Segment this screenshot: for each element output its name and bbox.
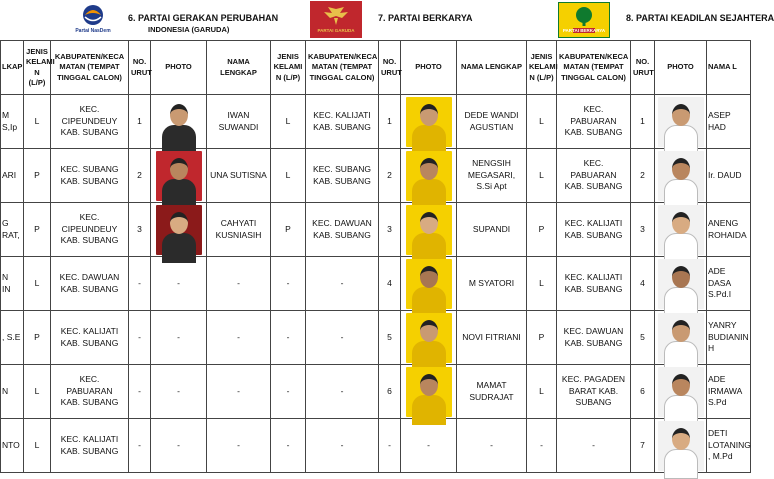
cell-no-urut <box>379 257 401 311</box>
cell-nama-lengkap-text: ASEP HAD <box>708 110 731 132</box>
col-jenis-kelamin-7: JENIS KELAMI N (L/P) <box>527 41 557 95</box>
cell-jenis-kelamin-text: L <box>34 385 40 396</box>
table-row <box>1 203 751 257</box>
cell-photo <box>401 419 457 473</box>
cell-jenis-kelamin-text: P <box>538 331 545 342</box>
cell-no-urut <box>631 149 655 203</box>
cell-jenis-kelamin <box>527 149 557 203</box>
cell-nama-lengkap <box>707 365 751 419</box>
cell-no-urut <box>631 311 655 365</box>
candidate-photo <box>406 313 452 363</box>
cell-jenis-kelamin <box>24 311 51 365</box>
cell-nama-lengkap-text: IWAN SUWANDI <box>218 110 259 132</box>
cell-no-urut <box>631 365 655 419</box>
table-header-row <box>1 41 751 95</box>
cell-photo <box>151 95 207 149</box>
cell-no-urut <box>631 419 655 473</box>
table-row <box>1 365 751 419</box>
garuda-logo <box>310 1 362 38</box>
cell-nama-lengkap-text: ADE IRMAWA S.Pd <box>708 374 743 408</box>
cell-kabupaten <box>51 311 129 365</box>
cell-photo <box>401 149 457 203</box>
cell-jenis-kelamin <box>24 419 51 473</box>
cell-no-urut-text: 2 <box>387 169 392 180</box>
cell-photo <box>655 257 707 311</box>
cell-jenis-kelamin <box>271 95 306 149</box>
cell-jenis-kelamin-text: P <box>34 331 40 342</box>
cell-nama-lengkap-text: ANENG ROHAIDA <box>708 218 747 240</box>
col-jenis-kelamin-6: JENIS KELAMI N (L/P) <box>271 41 306 95</box>
berkarya-logo <box>558 2 610 38</box>
cell-kabupaten <box>306 149 379 203</box>
table-row <box>1 95 751 149</box>
cell-jenis-kelamin-text: L <box>285 169 291 180</box>
cell-name-clipped <box>1 257 24 311</box>
cell-kabupaten <box>306 95 379 149</box>
candidate-photo <box>658 367 704 417</box>
cell-no-urut <box>379 311 401 365</box>
cell-kabupaten <box>306 257 379 311</box>
col-jenis-kelamin-5: JENIS KELAMI N (L/P) <box>24 41 51 95</box>
candidate-photo <box>406 205 452 255</box>
cell-kabupaten-text: KEC. PABUARAN KAB. SUBANG <box>564 158 623 192</box>
cell-jenis-kelamin-text: P <box>34 169 40 180</box>
cell-jenis-kelamin <box>271 203 306 257</box>
candidate-photo <box>658 421 704 471</box>
table-row <box>1 311 751 365</box>
cell-jenis-kelamin-text: P <box>538 223 545 234</box>
col-kabupaten-6: KABUPATEN/KECA MATAN (TEMPAT TINGGAL CALON) <box>306 41 379 95</box>
cell-kabupaten-text: KEC. DAWUAN KAB. SUBANG <box>312 218 372 240</box>
cell-jenis-kelamin <box>527 365 557 419</box>
candidate-photo <box>658 151 704 201</box>
cell-jenis-kelamin-text: - <box>286 439 290 450</box>
col-kabupaten-7: KABUPATEN/KECA MATAN (TEMPAT TINGGAL CALON) <box>557 41 631 95</box>
cell-photo <box>151 257 207 311</box>
nasdem-logo <box>68 2 118 38</box>
cell-kabupaten <box>557 419 631 473</box>
cell-photo <box>655 149 707 203</box>
cell-photo-text: - <box>177 277 180 288</box>
cell-kabupaten <box>51 365 129 419</box>
cell-jenis-kelamin <box>24 365 51 419</box>
col-kabupaten-5: KABUPATEN/KECA MATAN (TEMPAT TINGGAL CALON) <box>51 41 129 95</box>
cell-jenis-kelamin <box>527 419 557 473</box>
cell-nama-lengkap-text: UNA SUTISNA <box>210 169 267 180</box>
cell-photo-text: - <box>177 331 180 342</box>
cell-nama-lengkap <box>707 149 751 203</box>
cell-photo <box>401 203 457 257</box>
cell-nama-lengkap <box>207 95 271 149</box>
candidate-photo <box>658 97 704 147</box>
cell-no-urut-text: 1 <box>387 115 392 126</box>
cell-nama-lengkap-text: - <box>237 331 240 342</box>
cell-no-urut <box>129 311 151 365</box>
cell-nama-lengkap-text: DEDE WANDI AGUSTIAN <box>464 110 519 132</box>
candidate-photo <box>406 151 452 201</box>
cell-name-clipped <box>1 149 24 203</box>
cell-no-urut-text: 3 <box>387 223 392 234</box>
cell-jenis-kelamin <box>271 365 306 419</box>
cell-photo-text: - <box>177 385 180 396</box>
cell-kabupaten-text: - <box>340 439 344 450</box>
cell-jenis-kelamin <box>24 257 51 311</box>
cell-jenis-kelamin <box>24 95 51 149</box>
cell-nama-lengkap-text: CAHYATI KUSNIASIH <box>215 218 262 240</box>
table-row <box>1 149 751 203</box>
cell-no-urut <box>379 365 401 419</box>
cell-nama-lengkap <box>207 365 271 419</box>
cell-nama-lengkap-text: SUPANDI <box>472 223 511 234</box>
berkarya-logo-text: PARTAI BERKARYA <box>562 28 606 33</box>
cell-kabupaten <box>557 95 631 149</box>
cell-nama-lengkap-text: ADE DASA S.Pd.I <box>708 266 732 300</box>
section-header <box>0 0 774 40</box>
cell-nama-lengkap <box>457 365 527 419</box>
cell-no-urut-text: 4 <box>640 277 645 288</box>
cell-jenis-kelamin-text: L <box>539 115 544 126</box>
cell-jenis-kelamin-text: - <box>286 331 290 342</box>
col-nama-8: NAMA L <box>707 41 751 95</box>
col-nama-6: NAMA LENGKAP <box>207 41 271 95</box>
cell-photo <box>151 149 207 203</box>
cell-no-urut-text: 5 <box>640 331 645 342</box>
cell-no-urut <box>379 419 401 473</box>
candidate-photo <box>658 313 704 363</box>
candidate-photo <box>156 151 202 201</box>
cell-nama-lengkap <box>457 311 527 365</box>
cell-no-urut <box>129 365 151 419</box>
cell-kabupaten-text: KEC. PABUARAN KAB. SUBANG <box>564 104 623 138</box>
cell-no-urut-text: 2 <box>137 169 142 180</box>
col-nama-7: NAMA LENGKAP <box>457 41 527 95</box>
cell-no-urut-text: - <box>388 439 391 450</box>
cell-jenis-kelamin-text: L <box>34 277 40 288</box>
candidate-photo <box>156 205 202 255</box>
party-6-title: 6. PARTAI GERAKAN PERUBAHAN INDONESIA (GARUDA) <box>128 13 279 34</box>
cell-nama-lengkap-text: DETI LOTANING , M.Pd <box>708 428 751 462</box>
cell-nama-lengkap <box>707 203 751 257</box>
cell-jenis-kelamin <box>527 311 557 365</box>
cell-photo <box>655 203 707 257</box>
cell-name-clipped-text: N <box>2 385 9 396</box>
candidate-photo <box>406 259 452 309</box>
cell-nama-lengkap <box>707 95 751 149</box>
cell-nama-lengkap-text: YANRY BUDIANIN H <box>708 320 749 354</box>
cell-jenis-kelamin <box>271 149 306 203</box>
cell-kabupaten <box>557 149 631 203</box>
cell-kabupaten <box>557 257 631 311</box>
cell-kabupaten <box>557 365 631 419</box>
cell-kabupaten-text: KEC. KALIJATI KAB. SUBANG <box>60 434 119 456</box>
cell-nama-lengkap <box>707 257 751 311</box>
cell-jenis-kelamin-text: L <box>34 439 40 450</box>
cell-photo-text: - <box>177 439 180 450</box>
cell-kabupaten-text: KEC. PAGADEN BARAT KAB. SUBANG <box>561 374 626 408</box>
party-6-subtitle: INDONESIA (GARUDA) <box>148 25 230 34</box>
cell-photo <box>151 365 207 419</box>
cell-no-urut-text: 1 <box>640 115 645 126</box>
cell-no-urut-text: 1 <box>137 115 142 126</box>
cell-jenis-kelamin <box>527 203 557 257</box>
cell-nama-lengkap-text: - <box>237 277 240 288</box>
garuda-logo-text: PARTAI GARUDA <box>317 28 355 33</box>
cell-kabupaten-text: KEC. CIPEUNDEUY KAB. SUBANG <box>60 104 119 138</box>
cell-no-urut <box>129 95 151 149</box>
cell-nama-lengkap-text: NOVI FITRIANI <box>462 331 521 342</box>
cell-kabupaten-text: - <box>340 331 344 342</box>
cell-nama-lengkap <box>457 95 527 149</box>
cell-nama-lengkap <box>207 257 271 311</box>
cell-jenis-kelamin-text: L <box>285 115 291 126</box>
party-7-title: 7. PARTAI BERKARYA <box>378 13 473 23</box>
cell-no-urut-text: 6 <box>640 385 645 396</box>
cell-kabupaten <box>557 203 631 257</box>
cell-no-urut-text: - <box>138 439 141 450</box>
cell-kabupaten <box>557 311 631 365</box>
col-nama-clipped: LKAP <box>1 41 24 95</box>
col-photo-6: PHOTO <box>151 41 207 95</box>
cell-no-urut <box>631 203 655 257</box>
cell-kabupaten-text: KEC. PABUARAN KAB. SUBANG <box>60 374 119 408</box>
cell-kabupaten-text: KEC. SUBANG KAB. SUBANG <box>312 164 372 186</box>
cell-jenis-kelamin-text: - <box>286 385 290 396</box>
cell-kabupaten <box>51 149 129 203</box>
cell-no-urut <box>631 95 655 149</box>
cell-kabupaten-text: KEC. CIPEUNDEUY KAB. SUBANG <box>60 212 119 246</box>
cell-jenis-kelamin-text: L <box>539 277 544 288</box>
cell-photo <box>401 365 457 419</box>
cell-no-urut-text: 4 <box>387 277 392 288</box>
table-row <box>1 419 751 473</box>
cell-kabupaten-text: KEC. DAWUAN KAB. SUBANG <box>59 272 120 294</box>
cell-kabupaten <box>306 419 379 473</box>
cell-name-clipped-text: , S.E <box>2 331 21 342</box>
cell-photo-text: - <box>427 439 430 450</box>
cell-nama-lengkap <box>457 203 527 257</box>
cell-name-clipped-text: NTO <box>2 439 20 450</box>
cell-kabupaten-text: KEC. KALIJATI KAB. SUBANG <box>60 326 119 348</box>
cell-name-clipped-text: M S,Ip <box>2 110 18 132</box>
cell-nama-lengkap <box>457 419 527 473</box>
cell-nama-lengkap-text: - <box>237 385 240 396</box>
cell-jenis-kelamin-text: P <box>285 223 291 234</box>
cell-no-urut-text: 5 <box>387 331 392 342</box>
cell-kabupaten-text: KEC. KALIJATI KAB. SUBANG <box>564 272 623 294</box>
cell-kabupaten <box>51 95 129 149</box>
cell-nama-lengkap-text: MAMAT SUDRAJAT <box>469 380 514 402</box>
cell-kabupaten-text: - <box>340 385 344 396</box>
cell-kabupaten-text: - <box>592 439 595 450</box>
col-photo-7: PHOTO <box>401 41 457 95</box>
cell-kabupaten <box>51 257 129 311</box>
cell-no-urut <box>379 203 401 257</box>
col-photo-8: PHOTO <box>655 41 707 95</box>
cell-nama-lengkap-text: - <box>237 439 240 450</box>
cell-kabupaten-text: KEC. DAWUAN KAB. SUBANG <box>563 326 624 348</box>
cell-nama-lengkap <box>207 203 271 257</box>
cell-nama-lengkap <box>707 419 751 473</box>
col-no-urut-8: NO. URUT <box>631 41 655 95</box>
cell-no-urut-text: 7 <box>640 439 645 450</box>
cell-no-urut <box>379 149 401 203</box>
cell-name-clipped <box>1 203 24 257</box>
candidate-photo <box>658 205 704 255</box>
cell-jenis-kelamin-text: - <box>540 439 543 450</box>
cell-no-urut-text: 3 <box>137 223 142 234</box>
cell-nama-lengkap-text: Ir. DAUD <box>708 169 742 180</box>
cell-photo <box>655 95 707 149</box>
cell-no-urut <box>129 419 151 473</box>
cell-kabupaten <box>306 203 379 257</box>
candidate-photo <box>406 367 452 417</box>
cell-nama-lengkap <box>457 257 527 311</box>
cell-jenis-kelamin-text: L <box>539 169 544 180</box>
cell-no-urut-text: - <box>138 385 141 396</box>
cell-photo <box>401 257 457 311</box>
cell-name-clipped-text: N IN <box>2 272 11 294</box>
col-no-urut-7: NO. URUT <box>379 41 401 95</box>
candidate-photo <box>658 259 704 309</box>
cell-photo <box>655 365 707 419</box>
cell-name-clipped <box>1 95 24 149</box>
cell-nama-lengkap <box>457 149 527 203</box>
cell-jenis-kelamin <box>271 311 306 365</box>
nasdem-logo-text: Partai NasDem <box>75 28 111 34</box>
cell-jenis-kelamin <box>527 257 557 311</box>
cell-nama-lengkap <box>207 149 271 203</box>
cell-jenis-kelamin-text: L <box>539 385 544 396</box>
col-no-urut-6: NO. URUT <box>129 41 151 95</box>
cell-kabupaten <box>51 203 129 257</box>
cell-no-urut <box>379 95 401 149</box>
cell-kabupaten-text: - <box>340 277 344 288</box>
cell-no-urut-text: - <box>138 277 141 288</box>
cell-name-clipped <box>1 365 24 419</box>
cell-photo <box>151 419 207 473</box>
cell-photo <box>151 203 207 257</box>
cell-nama-lengkap-text: NENGSIH MEGASARI, S.Si Apt <box>467 158 516 192</box>
cell-jenis-kelamin-text: L <box>34 115 40 126</box>
cell-no-urut-text: 6 <box>387 385 392 396</box>
cell-jenis-kelamin <box>271 419 306 473</box>
cell-kabupaten <box>306 311 379 365</box>
cell-no-urut-text: 2 <box>640 169 645 180</box>
cell-no-urut-text: 3 <box>640 223 645 234</box>
cell-jenis-kelamin-text: - <box>286 277 290 288</box>
cell-name-clipped <box>1 311 24 365</box>
cell-jenis-kelamin <box>527 95 557 149</box>
cell-kabupaten-text: KEC. KALIJATI KAB. SUBANG <box>313 110 371 132</box>
cell-nama-lengkap <box>707 311 751 365</box>
cell-no-urut <box>129 203 151 257</box>
party-8-title: 8. PARTAI KEADILAN SEJAHTERA <box>626 13 774 23</box>
cell-jenis-kelamin-text: P <box>34 223 40 234</box>
candidate-table <box>0 40 751 473</box>
cell-nama-lengkap-text: - <box>490 439 493 450</box>
candidate-photo <box>406 97 452 147</box>
cell-name-clipped-text: G RAT, <box>2 218 20 240</box>
cell-name-clipped-text: ARI <box>2 169 17 180</box>
cell-name-clipped <box>1 419 24 473</box>
cell-jenis-kelamin <box>24 149 51 203</box>
cell-jenis-kelamin <box>24 203 51 257</box>
cell-no-urut <box>129 257 151 311</box>
cell-jenis-kelamin <box>271 257 306 311</box>
cell-kabupaten <box>306 365 379 419</box>
cell-no-urut <box>631 257 655 311</box>
cell-kabupaten-text: KEC. SUBANG KAB. SUBANG <box>60 164 119 186</box>
cell-photo <box>401 95 457 149</box>
cell-no-urut-text: - <box>138 331 141 342</box>
cell-photo <box>151 311 207 365</box>
table-row <box>1 257 751 311</box>
candidate-photo <box>156 97 202 147</box>
cell-kabupaten-text: KEC. KALIJATI KAB. SUBANG <box>564 218 623 240</box>
cell-nama-lengkap <box>207 311 271 365</box>
cell-photo <box>655 419 707 473</box>
cell-photo <box>401 311 457 365</box>
cell-kabupaten <box>51 419 129 473</box>
cell-nama-lengkap-text: M SYATORI <box>468 277 515 288</box>
cell-no-urut <box>129 149 151 203</box>
cell-photo <box>655 311 707 365</box>
cell-nama-lengkap <box>207 419 271 473</box>
